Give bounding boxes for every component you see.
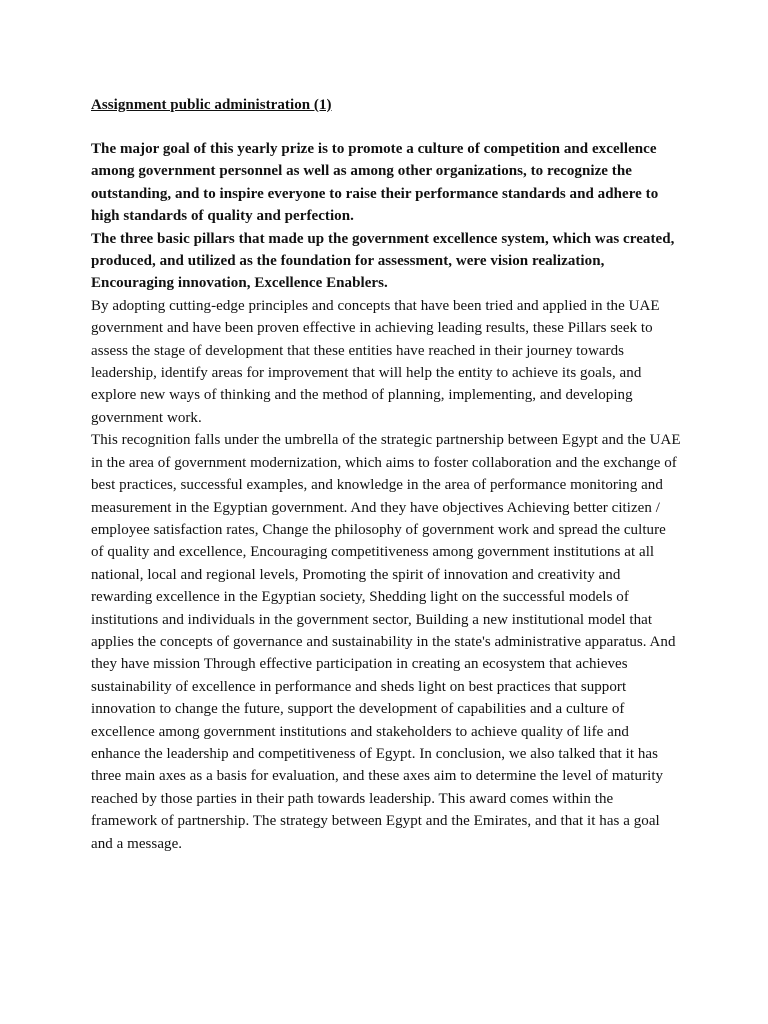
paragraph-partnership-objectives: This recognition falls under the umbrella of the strategic partnership between Egypt and the UAE in the area of government modernization, which aims to foster collaboration and the exchange of best practices, successful examples, and knowledge in the area of performance monitoring and measurement in the Egyptian government. And they have objectives Achieving better citizen / employee satisfaction rates, Change the philosophy of government work and spread the culture of quality and excellence, Encouraging competitiveness among government institutions at all national, local and regional levels, Promoting the spirit of innovation and creativity and rewarding excellence in the Egyptian society, Shedding light on the successful models of institutions and individuals in the government sector, Building a new institutional model that applies the concepts of governance and sustainability in the state's administrative apparatus. And they have mission Through effective participation in creating an ecosystem that achieves sustainability of excellence in performance and sheds light on best practices that support innovation to change the future, support the development of capabilities and a culture of excellence among government institutions and stakeholders to achieve quality of life and enhance the leadership and competitiveness of Egypt. In conclusion, we also talked that it has three main axes as a basis for evaluation, and these axes aim to determine the level of maturity reached by those parties in their path towards leadership. This award comes within the framework of partnership. The strategy between Egypt and the Emirates, and that it has a goal and a message. — [91, 432, 681, 852]
paragraph-pillars-assessment: By adopting cutting-edge principles and concepts that have been tried and applied in the UAE government and have been proven effective in achieving leading results, these Pillars seek to assess the stage of development that these entities have reached in their journey towards leadership, identify areas for improvement that will help the entity to achieve its goals, and explore new ways of thinking and the method of planning, implementing, and developing government work. — [91, 297, 660, 426]
document-body — [91, 94, 681, 855]
document-title: Assignment public administration (1) — [91, 97, 332, 113]
paragraph-prize-goal: The major goal of this yearly prize is to promote a culture of competition and excellence among government personnel as well as among other organizations, to recognize the outstanding, and to inspire everyone to raise their performance standards and adhere to high standards of quality and perfection. — [91, 141, 659, 225]
paragraph-three-pillars: The three basic pillars that made up the government excellence system, which was created, produced, and utilized as the foundation for assessment, were vision realization, Encouraging innovation, Excellence Enablers. — [91, 230, 675, 292]
